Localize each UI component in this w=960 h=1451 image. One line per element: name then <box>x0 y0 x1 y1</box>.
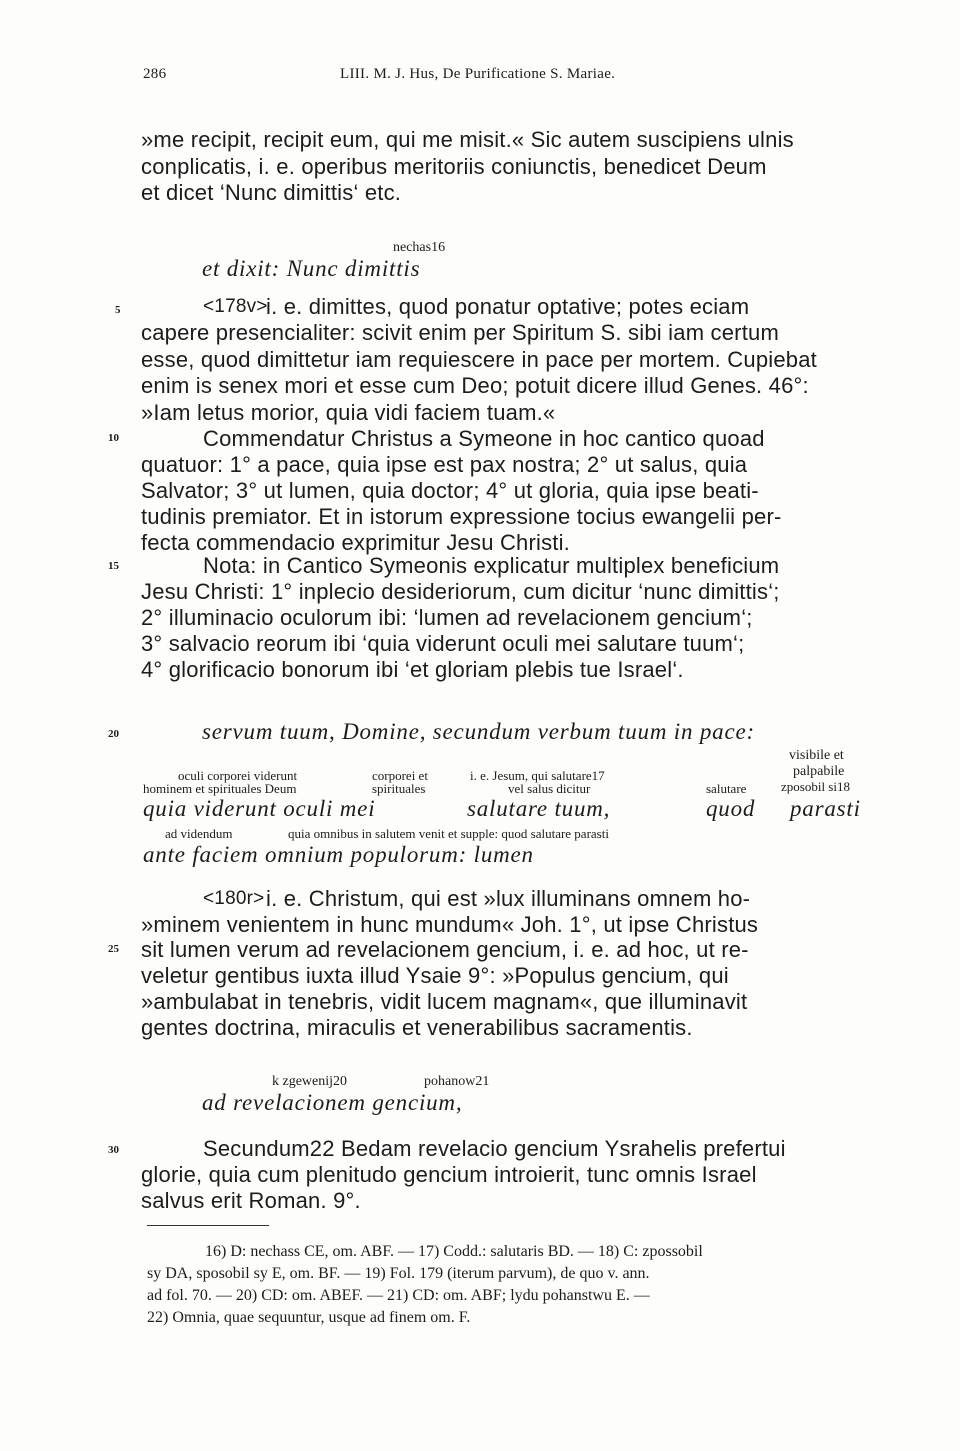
text-line: »ambulabat in tenebris, vidit lucem magnam«, que illuminavit <box>141 989 748 1014</box>
text-line: gentes doctrina, miraculis et venerabilibus sacramentis. <box>141 1015 693 1040</box>
gloss: zposobil si18 <box>781 779 850 794</box>
gloss: i. e. Jesum, qui salutare17 <box>470 768 605 783</box>
line-number: 15 <box>108 560 119 572</box>
text-line: et dicet ‘Nunc dimittis‘ etc. <box>141 180 402 205</box>
folio-marker: <178v> <box>203 296 268 317</box>
gloss: corporei et <box>372 768 428 783</box>
text-line: 3° salvacio reorum ibi ‘quia viderunt oculi mei salutare tuum‘; <box>141 631 745 656</box>
text-line: Secundum22 Bedam revelacio gencium Ysrahelis prefertui <box>203 1136 786 1161</box>
text-line: glorie, quia cum plenitudo gencium introierit, tunc omnis Israel <box>141 1162 757 1187</box>
text-line: Nota: in Cantico Symeonis explicatur multiplex beneficium <box>203 553 780 578</box>
lemma-heading: servum tuum, Domine, secundum verbum tuum in pace: <box>202 719 755 744</box>
text-line: i. e. Christum, qui est »lux illuminans omnem ho- <box>266 886 751 911</box>
gloss: palpabile <box>793 764 845 779</box>
lemma-heading: et dixit: Nunc dimittis <box>202 256 421 281</box>
text-line: enim is senex mori et esse cum Deo; potuit dicere illud Genes. 46°: <box>141 373 809 398</box>
text-line: capere presencialiter: scivit enim per Spiritum S. sibi iam certum <box>141 320 779 345</box>
line-number: 20 <box>108 728 119 740</box>
gloss: nechas16 <box>393 240 446 255</box>
lemma-heading: salutare tuum, <box>467 796 611 821</box>
folio-marker: <180r> <box>203 888 265 909</box>
text-line: »minem venientem in hunc mundum« Joh. 1°, ut ipse Christus <box>141 912 759 937</box>
text-line: tudinis premiator. Et in istorum expressione tocius ewangelii per- <box>141 504 782 529</box>
gloss: spirituales <box>372 781 426 796</box>
gloss: vel salus dicitur <box>508 781 591 796</box>
page-number: 286 <box>143 66 167 82</box>
gloss: salutare <box>706 781 747 796</box>
text-line: Salvator; 3° ut lumen, quia doctor; 4° ut gloria, quia ipse beati- <box>141 478 759 503</box>
footnote-line: sy DA, sposobil sy E, om. BF. — 19) Fol. 179 (iterum parvum), de quo v. ann. <box>147 1265 650 1282</box>
lemma-heading: quia viderunt oculi mei <box>143 796 376 821</box>
text-line: »me recipit, recipit eum, qui me misit.« Sic autem suscipiens ulnis <box>141 127 794 152</box>
gloss: pohanow21 <box>424 1074 490 1089</box>
line-number: 25 <box>108 943 119 955</box>
lemma-heading: parasti <box>790 796 861 821</box>
gloss: hominem et spirituales Deum <box>143 781 297 796</box>
line-number: 30 <box>108 1144 119 1156</box>
footnote-line: 16) D: nechass CE, om. ABF. — 17) Codd.: salutaris BD. — 18) C: zpossobil <box>205 1243 703 1260</box>
text-line: Jesu Christi: 1° inplecio desideriorum, cum dicitur ‘nunc dimittis‘; <box>141 579 780 604</box>
footnote-line: ad fol. 70. — 20) CD: om. ABEF. — 21) CD: om. ABF; lydu pohanstwu E. — <box>147 1287 650 1304</box>
gloss: oculi corporei viderunt <box>178 768 298 783</box>
text-line: i. e. dimittes, quod ponatur optative; potes eciam <box>266 294 750 319</box>
text-line: 2° illuminacio oculorum ibi: ‘lumen ad revelacionem gencium‘; <box>141 605 753 630</box>
text-line: conplicatis, i. e. operibus meritoriis coniunctis, benedicet Deum <box>141 154 767 179</box>
text-line: 4° glorificacio bonorum ibi ‘et gloriam plebis tue Israel‘. <box>141 657 684 682</box>
lemma-heading: quod <box>706 796 756 821</box>
line-number: 5 <box>115 304 121 316</box>
gloss: k zgewenij20 <box>272 1074 348 1089</box>
text-line: salvus erit Roman. 9°. <box>141 1188 361 1213</box>
gloss: ad videndum <box>165 826 233 841</box>
running-title: LIII. M. J. Hus, De Purificatione S. Mariae. <box>340 66 616 82</box>
text-line: »Iam letus morior, quia vidi faciem tuam.« <box>141 400 556 425</box>
footnote-line: 22) Omnia, quae sequuntur, usque ad finem om. F. <box>147 1309 471 1326</box>
gloss: quia omnibus in salutem venit et supple: quod salutare parasti <box>288 826 609 841</box>
text-line: fecta commendacio exprimitur Jesu Christi. <box>141 530 570 555</box>
text-line: sit lumen verum ad revelacionem gencium, i. e. ad hoc, ut re- <box>141 937 749 962</box>
text-line: esse, quod dimittetur iam requiescere in pace per mortem. Cupiebat <box>141 347 817 372</box>
text-line: Commendatur Christus a Symeone in hoc cantico quoad <box>203 426 765 451</box>
lemma-heading: ante faciem omnium populorum: lumen <box>143 842 534 867</box>
text-line: veletur gentibus iuxta illud Ysaie 9°: »Populus gencium, qui <box>141 963 729 988</box>
text-line: quatuor: 1° a pace, quia ipse est pax nostra; 2° ut salus, quia <box>141 452 748 477</box>
line-number: 10 <box>108 432 119 444</box>
lemma-heading: ad revelacionem gencium, <box>202 1090 463 1115</box>
gloss: visibile et <box>789 748 844 763</box>
footnote-separator <box>147 1225 269 1226</box>
